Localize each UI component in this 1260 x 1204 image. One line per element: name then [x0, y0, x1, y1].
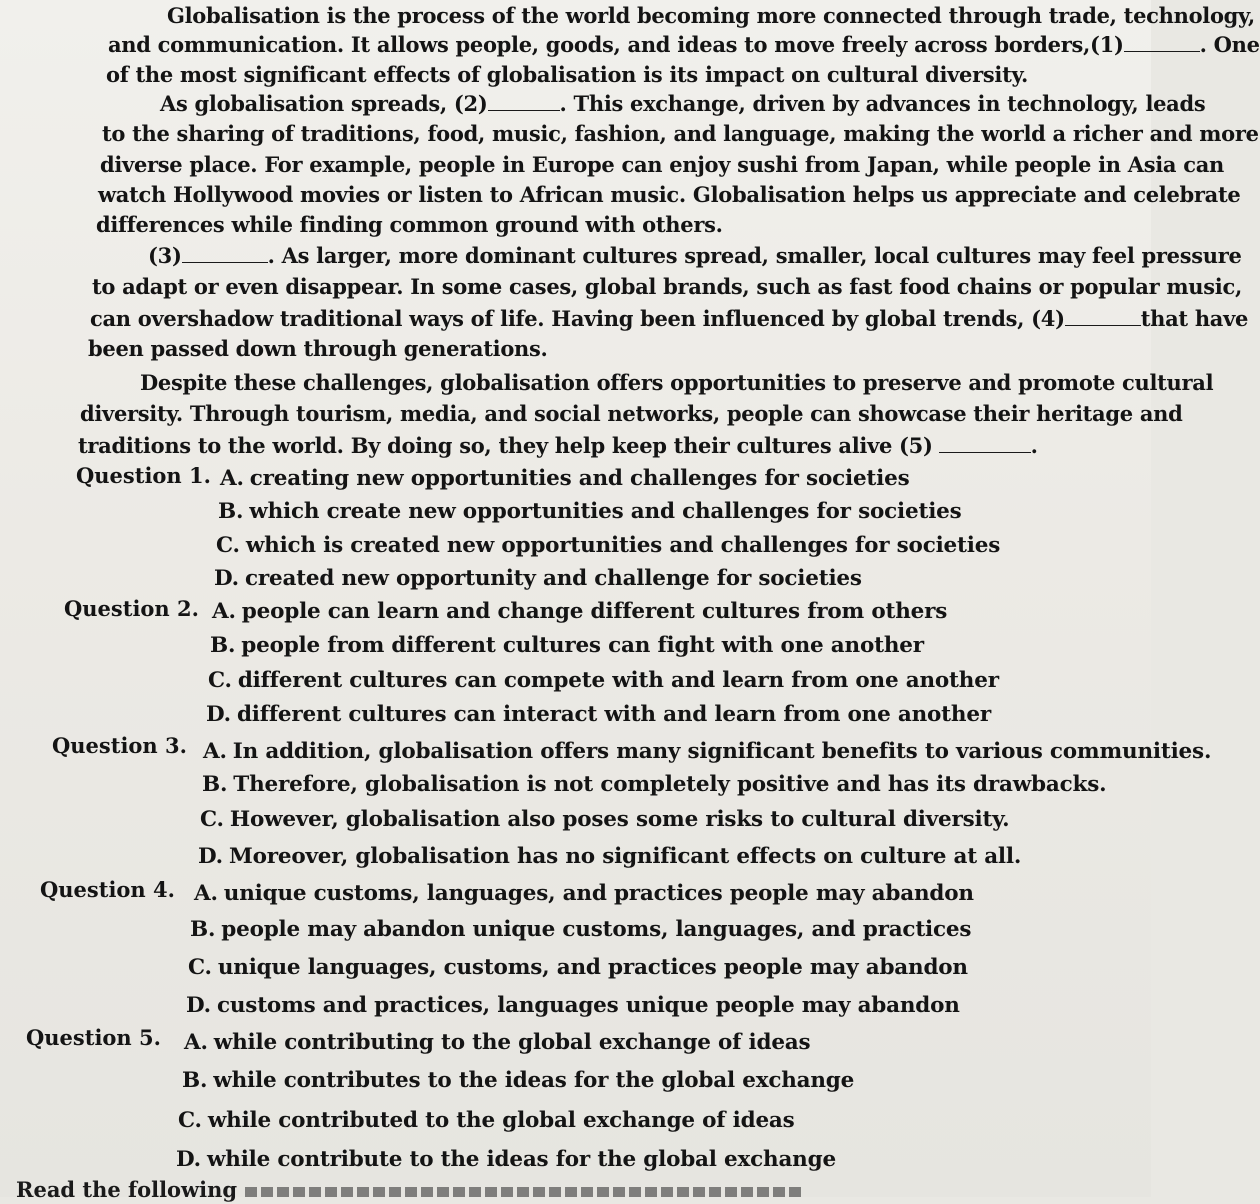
- answer-blank-1: [1124, 33, 1200, 52]
- option-text: unique customs, languages, and practices people may abandon: [223, 881, 974, 906]
- passage-text: . This exchange, driven by advances in technology, leads: [559, 91, 1206, 116]
- option-text: people may abandon unique customs, languages, and practices: [221, 917, 972, 942]
- question-4-option-b[interactable]: [190, 916, 971, 944]
- option-text: customs and practices, languages unique people may abandon: [216, 993, 960, 1018]
- question-1-option-c[interactable]: [216, 532, 1000, 560]
- passage-line: [100, 151, 1224, 179]
- question-4-option-d[interactable]: [186, 992, 960, 1020]
- passage-text: of the most significant effects of globalisation is its impact on cultural diversity.: [106, 62, 1028, 87]
- question-2-option-a[interactable]: [212, 598, 947, 626]
- question-3-option-c[interactable]: [200, 806, 1009, 834]
- passage-line: [106, 61, 1028, 89]
- option-letter: D.: [198, 844, 223, 869]
- option-text: creating new opportunities and challenges for societies: [249, 466, 910, 491]
- option-letter: D.: [214, 566, 239, 591]
- option-text: created new opportunity and challenge for societies: [244, 566, 862, 591]
- question-1-option-a[interactable]: [220, 465, 910, 493]
- cutoff-instruction-line: [16, 1176, 805, 1204]
- passage-text: Globalisation is the process of the world becoming more connected through trade, technology,: [167, 3, 1255, 28]
- passage-text: that have: [1140, 306, 1249, 331]
- passage-text: differences while finding common ground with others.: [96, 212, 723, 237]
- question-2-option-b[interactable]: [210, 632, 924, 660]
- passage-text: been passed down through generations.: [88, 336, 548, 361]
- passage-text: can overshadow traditional ways of life. Having been influenced by global trends, (4): [90, 306, 1065, 331]
- passage-line: [80, 400, 1182, 428]
- passage-line: [167, 2, 1255, 30]
- passage-line: [102, 120, 1259, 148]
- passage-line: [160, 90, 1205, 118]
- option-letter: C.: [200, 807, 224, 832]
- option-text: However, globalisation also poses some risks to cultural diversity.: [229, 807, 1010, 832]
- passage-text: (3): [148, 243, 182, 268]
- passage-line: [98, 181, 1240, 209]
- passage-line: [140, 369, 1213, 397]
- passage-line: [78, 432, 1038, 460]
- option-text: which is created new opportunities and challenges for societies: [245, 533, 1001, 558]
- question-5-option-c[interactable]: [178, 1107, 795, 1135]
- option-text: different cultures can interact with and learn from one another: [236, 702, 991, 727]
- question-5-option-d[interactable]: [176, 1146, 836, 1174]
- option-letter: C.: [208, 668, 232, 693]
- option-letter: D.: [176, 1147, 201, 1172]
- option-letter: B.: [202, 772, 228, 797]
- cutoff-text: Read the following: [16, 1177, 238, 1202]
- answer-blank-4: [1065, 307, 1141, 326]
- question-1-option-d[interactable]: [214, 565, 862, 593]
- passage-line: [90, 305, 1248, 333]
- question-2-label: Question 2.: [64, 596, 199, 621]
- option-letter: C.: [178, 1108, 202, 1133]
- question-3-option-d[interactable]: [198, 843, 1021, 871]
- question-4-option-c[interactable]: [188, 954, 968, 982]
- question-1-option-b[interactable]: [218, 498, 962, 526]
- passage-text: .: [1030, 433, 1038, 458]
- question-1-label: Question 1.: [76, 463, 211, 488]
- question-4-option-a[interactable]: [194, 880, 974, 908]
- option-letter: D.: [206, 702, 231, 727]
- option-text: people from different cultures can fight with one another: [241, 633, 924, 658]
- passage-line: [108, 31, 1260, 59]
- question-3-option-b[interactable]: [202, 771, 1106, 799]
- answer-blank-2: [488, 92, 560, 111]
- passage-line: [96, 211, 723, 239]
- passage-text: Despite these challenges, globalisation offers opportunities to preserve and promote cultural: [140, 370, 1214, 395]
- option-letter: B.: [190, 917, 216, 942]
- option-text: while contributed to the global exchange of ideas: [207, 1108, 795, 1133]
- option-text: Moreover, globalisation has no significant effects on culture at all.: [228, 844, 1022, 869]
- question-2-option-c[interactable]: [208, 667, 999, 695]
- question-4-label: Question 4.: [40, 877, 175, 902]
- passage-text: . One: [1199, 32, 1260, 57]
- option-letter: D.: [186, 993, 211, 1018]
- option-letter: A.: [203, 739, 227, 764]
- option-text: while contributes to the ideas for the global exchange: [213, 1068, 855, 1093]
- cutoff-ink-remnant: [245, 1187, 805, 1197]
- option-letter: A.: [220, 466, 244, 491]
- passage-text: diversity. Through tourism, media, and social networks, people can showcase their heritage and: [80, 401, 1183, 426]
- question-3-option-a[interactable]: [203, 738, 1211, 766]
- passage-text: traditions to the world. By doing so, they help keep their cultures alive (5): [78, 433, 933, 458]
- passage-text: to adapt or even disappear. In some cases, global brands, such as fast food chains or popular music,: [92, 274, 1242, 299]
- passage-line: [88, 335, 548, 363]
- option-text: while contributing to the global exchange of ideas: [213, 1030, 811, 1055]
- option-text: while contribute to the ideas for the global exchange: [206, 1147, 836, 1172]
- option-letter: A.: [184, 1030, 208, 1055]
- passage-line: [148, 242, 1242, 270]
- option-letter: C.: [216, 533, 240, 558]
- option-letter: B.: [182, 1068, 208, 1093]
- passage-text: and communication. It allows people, goods, and ideas to move freely across borders,(1): [108, 32, 1124, 57]
- question-3-label: Question 3.: [52, 733, 187, 758]
- passage-text: watch Hollywood movies or listen to African music. Globalisation helps us appreciate and celebrate: [98, 182, 1241, 207]
- option-text: Therefore, globalisation is not completely positive and has its drawbacks.: [233, 772, 1107, 797]
- option-text: In addition, globalisation offers many significant benefits to various communities.: [232, 739, 1212, 764]
- option-letter: A.: [194, 881, 218, 906]
- passage-text: diverse place. For example, people in Europe can enjoy sushi from Japan, while people in Asia can: [100, 152, 1224, 177]
- passage-text: to the sharing of traditions, food, music, fashion, and language, making the world a richer and more: [102, 121, 1259, 146]
- option-text: people can learn and change different cultures from others: [241, 599, 948, 624]
- question-5-label: Question 5.: [26, 1025, 161, 1050]
- question-2-option-d[interactable]: [206, 701, 991, 729]
- option-text: unique languages, customs, and practices people may abandon: [217, 955, 968, 980]
- option-text: different cultures can compete with and learn from one another: [237, 668, 999, 693]
- answer-blank-5: [939, 434, 1031, 453]
- option-letter: C.: [188, 955, 212, 980]
- option-letter: B.: [210, 633, 236, 658]
- answer-blank-3: [182, 244, 268, 263]
- question-5-option-b[interactable]: [182, 1067, 854, 1095]
- option-text: which create new opportunities and challenges for societies: [249, 499, 962, 524]
- option-letter: A.: [212, 599, 236, 624]
- passage-text: . As larger, more dominant cultures spread, smaller, local cultures may feel pressure: [267, 243, 1242, 268]
- passage-line: [92, 273, 1242, 301]
- passage-text: As globalisation spreads, (2): [160, 91, 488, 116]
- question-5-option-a[interactable]: [184, 1029, 810, 1057]
- option-letter: B.: [218, 499, 244, 524]
